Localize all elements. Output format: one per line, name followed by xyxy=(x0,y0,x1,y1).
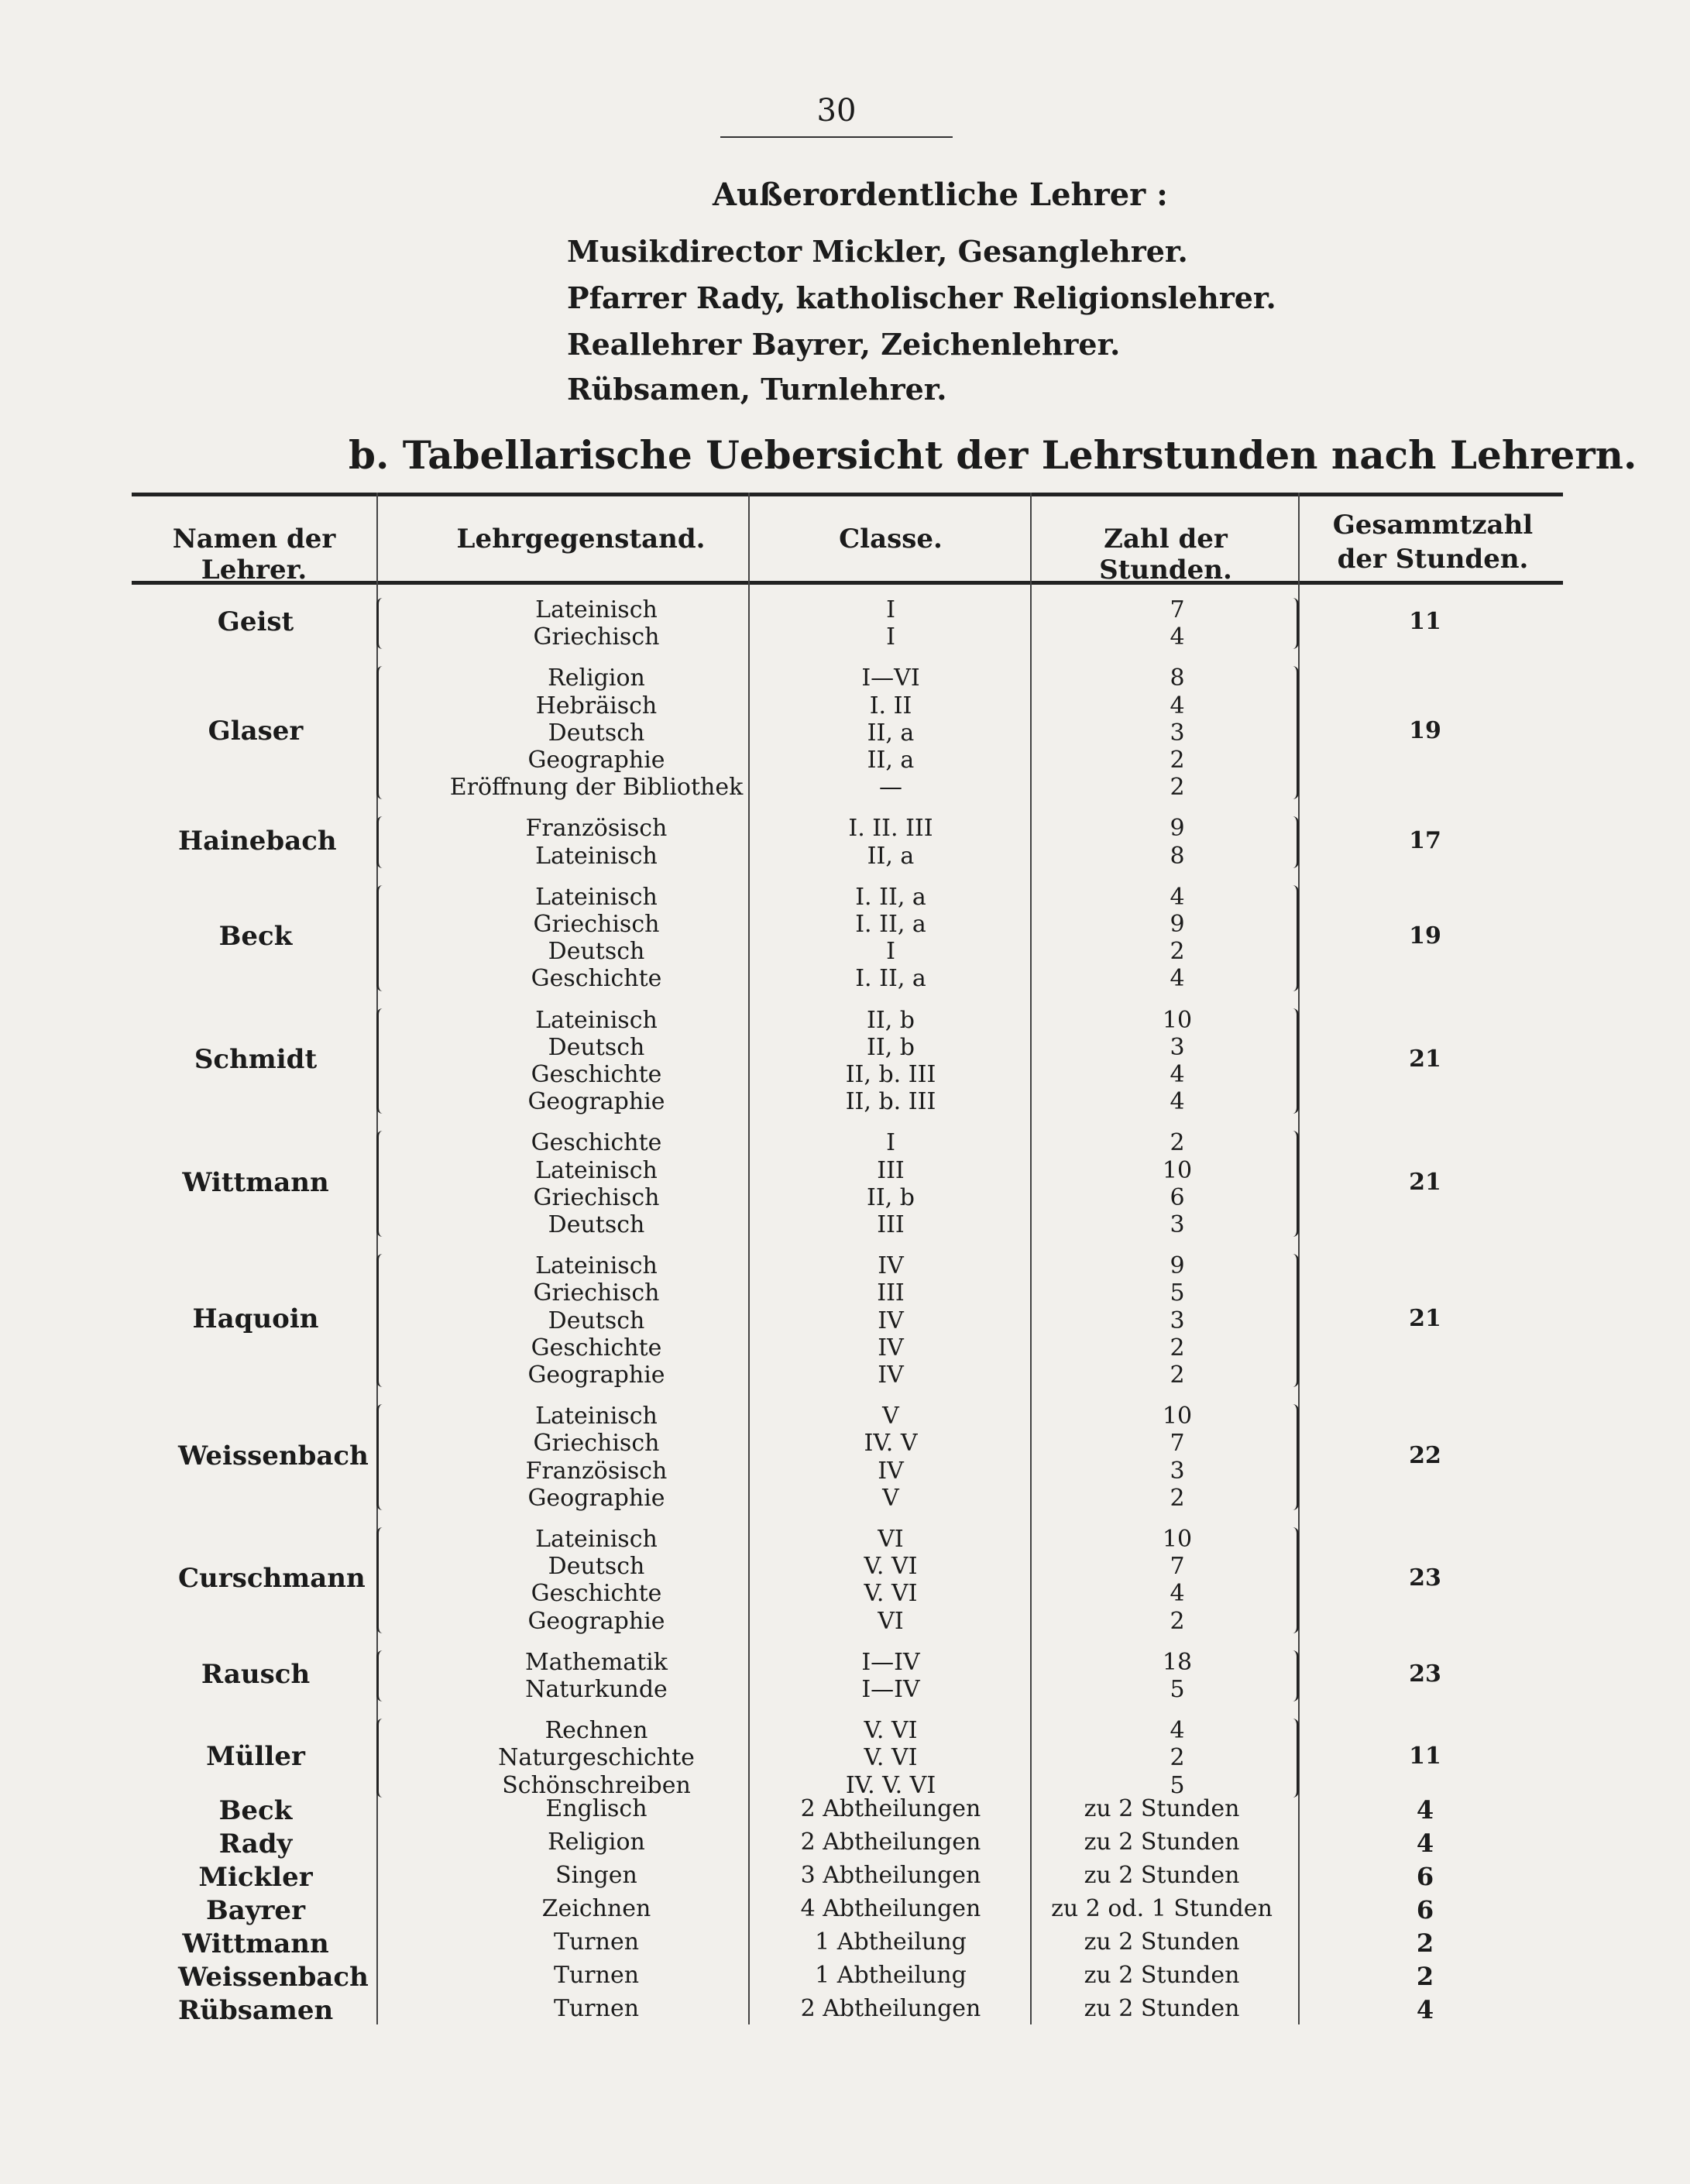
brace-right xyxy=(1286,1404,1299,1510)
hours-cell: 9 xyxy=(1170,911,1185,938)
brace-right xyxy=(1286,1650,1299,1702)
subject-cell: Naturkunde xyxy=(525,1676,668,1703)
extra-subject: Singen xyxy=(555,1862,637,1889)
extra-name: Mickler xyxy=(198,1862,313,1893)
external-teachers-title: Außerordentliche Lehrer : xyxy=(713,177,1168,213)
class-cell: V. VI xyxy=(864,1744,918,1772)
subject-cell: Lateinisch xyxy=(535,883,658,911)
extra-total: 4 xyxy=(1416,1995,1434,2024)
hours-cell: 10 xyxy=(1162,1403,1193,1430)
total-cell: 19 xyxy=(1409,717,1441,745)
hours-cell: 2 xyxy=(1170,938,1185,966)
class-cell: V xyxy=(882,1403,899,1430)
class-cell: V. VI xyxy=(864,1553,918,1581)
class-cell: II, a xyxy=(867,747,915,774)
extra-divisions: 4 Abtheilungen xyxy=(800,1895,981,1922)
class-cell: III xyxy=(877,1279,905,1307)
hours-cell: 9 xyxy=(1170,815,1185,843)
extra-name: Wittmann xyxy=(182,1928,329,1959)
class-cell: — xyxy=(879,774,902,802)
subject-cell: Griechisch xyxy=(533,1430,660,1458)
class-cell: I—VI xyxy=(861,664,920,692)
class-cell: IV xyxy=(878,1334,904,1362)
teacher-name: Geist xyxy=(217,606,294,638)
class-cell: II, b. III xyxy=(845,1061,936,1088)
extra-total: 2 xyxy=(1416,1962,1434,1991)
subject-cell: Schönschreiben xyxy=(502,1771,691,1799)
class-cell: I xyxy=(886,596,895,623)
extra-total: 6 xyxy=(1416,1862,1434,1891)
class-cell: VI xyxy=(878,1526,904,1553)
hours-cell: 4 xyxy=(1170,1717,1185,1745)
class-cell: I. II, a xyxy=(855,965,926,993)
hours-cell: 18 xyxy=(1162,1648,1193,1676)
header-class: Classe. xyxy=(839,524,943,555)
brace-right xyxy=(1286,885,1299,991)
hours-cell: 4 xyxy=(1170,623,1185,651)
class-cell: III xyxy=(877,1156,905,1184)
hours-cell: 2 xyxy=(1170,1484,1185,1512)
subject-cell: Geschichte xyxy=(531,965,662,993)
teacher-name: Curschmann xyxy=(178,1563,366,1595)
table-top-rule xyxy=(132,493,1563,496)
class-cell: IV xyxy=(878,1362,904,1389)
brace-left xyxy=(376,1719,390,1798)
subject-cell: Geschichte xyxy=(531,1061,662,1088)
class-cell: II, b xyxy=(867,1006,915,1034)
subject-cell: Lateinisch xyxy=(535,1403,658,1430)
extra-divisions: 1 Abtheilung xyxy=(815,1928,967,1956)
class-cell: I—IV xyxy=(861,1648,920,1676)
hours-cell: 4 xyxy=(1170,1061,1185,1088)
extra-hours: zu 2 od. 1 Stunden xyxy=(1051,1895,1273,1922)
subject-cell: Geographie xyxy=(527,1607,665,1635)
hours-cell: 7 xyxy=(1170,1430,1185,1458)
extra-hours: zu 2 Stunden xyxy=(1084,1829,1240,1856)
brace-left xyxy=(376,885,390,991)
subject-cell: Griechisch xyxy=(533,623,660,651)
total-cell: 19 xyxy=(1409,922,1441,950)
section-title: b. Tabellarische Uebersicht der Lehrstunden nach Lehrern. xyxy=(349,432,1637,478)
total-cell: 23 xyxy=(1409,1564,1441,1592)
extra-name: Beck xyxy=(218,1795,293,1826)
class-cell: II, a xyxy=(867,842,915,870)
extra-total: 6 xyxy=(1416,1895,1434,1925)
total-cell: 11 xyxy=(1409,1743,1441,1770)
column-divider xyxy=(1030,493,1032,2024)
subject-cell: Lateinisch xyxy=(535,1252,658,1280)
brace-left xyxy=(376,1254,390,1387)
subject-cell: Lateinisch xyxy=(535,1526,658,1553)
subject-cell: Geographie xyxy=(527,747,665,774)
extra-divisions: 2 Abtheilungen xyxy=(800,1795,981,1822)
hours-cell: 2 xyxy=(1170,747,1185,774)
hours-cell: 5 xyxy=(1170,1676,1185,1703)
class-cell: VI xyxy=(878,1607,904,1635)
teacher-name: Haquoin xyxy=(192,1303,319,1335)
hours-cell: 5 xyxy=(1170,1771,1185,1799)
extra-divisions: 1 Abtheilung xyxy=(815,1962,967,1989)
class-cell: I xyxy=(886,1129,895,1157)
hours-cell: 3 xyxy=(1170,719,1185,747)
class-cell: IV. V xyxy=(864,1430,918,1458)
class-cell: V. VI xyxy=(864,1717,918,1745)
extra-hours: zu 2 Stunden xyxy=(1084,1795,1240,1822)
external-line: Reallehrer Bayrer, Zeichenlehrer. xyxy=(567,327,1121,362)
subject-cell: Naturgeschichte xyxy=(498,1744,695,1772)
extra-name: Rübsamen xyxy=(178,1995,334,2026)
hours-cell: 10 xyxy=(1162,1156,1193,1184)
header-name: Namen der Lehrer. xyxy=(172,524,336,585)
extra-hours: zu 2 Stunden xyxy=(1084,1995,1240,2022)
class-cell: II, b xyxy=(867,1183,915,1211)
subject-cell: Geschichte xyxy=(531,1129,662,1157)
hours-cell: 3 xyxy=(1170,1033,1185,1061)
class-cell: I xyxy=(886,623,895,651)
subject-cell: Griechisch xyxy=(533,911,660,938)
subject-cell: Geschichte xyxy=(531,1580,662,1608)
subject-cell: Hebräisch xyxy=(535,692,658,719)
brace-right xyxy=(1286,816,1299,867)
class-cell: IV. V. VI xyxy=(845,1771,936,1799)
extra-subject: Turnen xyxy=(553,1928,640,1956)
subject-cell: Lateinisch xyxy=(535,1006,658,1034)
hours-cell: 2 xyxy=(1170,1334,1185,1362)
hours-cell: 3 xyxy=(1170,1457,1185,1485)
teacher-name: Glaser xyxy=(208,716,304,747)
total-cell: 21 xyxy=(1409,1168,1441,1196)
hours-cell: 2 xyxy=(1170,1129,1185,1157)
extra-name: Bayrer xyxy=(206,1895,305,1926)
hours-cell: 10 xyxy=(1162,1006,1193,1034)
extra-name: Weissenbach xyxy=(178,1962,369,1993)
subject-cell: Griechisch xyxy=(533,1183,660,1211)
teacher-name: Rausch xyxy=(201,1659,311,1690)
hours-cell: 4 xyxy=(1170,692,1185,719)
hours-cell: 4 xyxy=(1170,1088,1185,1116)
total-cell: 21 xyxy=(1409,1305,1441,1333)
subject-cell: Mathematik xyxy=(525,1648,668,1676)
teacher-name: Schmidt xyxy=(194,1044,318,1075)
class-cell: IV xyxy=(878,1307,904,1334)
extra-total: 4 xyxy=(1416,1829,1434,1858)
extra-hours: zu 2 Stunden xyxy=(1084,1928,1240,1956)
hours-cell: 7 xyxy=(1170,1553,1185,1581)
class-cell: III xyxy=(877,1211,905,1238)
column-divider xyxy=(748,493,750,2024)
brace-right xyxy=(1286,1131,1299,1237)
subject-cell: Französisch xyxy=(525,815,668,843)
hours-cell: 2 xyxy=(1170,1607,1185,1635)
subject-cell: Deutsch xyxy=(548,1033,645,1061)
class-cell: I. II. III xyxy=(848,815,933,843)
extra-total: 4 xyxy=(1416,1795,1434,1825)
total-cell: 21 xyxy=(1409,1046,1441,1073)
subject-cell: Lateinisch xyxy=(535,596,658,623)
hours-cell: 4 xyxy=(1170,965,1185,993)
external-line: Musikdirector Mickler, Gesanglehrer. xyxy=(567,234,1188,269)
class-cell: I. II xyxy=(869,692,912,719)
subject-cell: Geographie xyxy=(527,1362,665,1389)
subject-cell: Geographie xyxy=(527,1484,665,1512)
header-hours: Zahl der Stunden. xyxy=(1099,524,1232,585)
subject-cell: Religion xyxy=(548,664,645,692)
subject-cell: Geschichte xyxy=(531,1334,662,1362)
hours-cell: 6 xyxy=(1170,1183,1185,1211)
hours-cell: 9 xyxy=(1170,1252,1185,1280)
extra-divisions: 2 Abtheilungen xyxy=(800,1995,981,2022)
class-cell: I—IV xyxy=(861,1676,920,1703)
hours-cell: 4 xyxy=(1170,883,1185,911)
extra-subject: Zeichnen xyxy=(541,1895,651,1922)
subject-cell: Deutsch xyxy=(548,719,645,747)
extra-subject: Turnen xyxy=(553,1962,640,1989)
teacher-name: Müller xyxy=(206,1741,305,1772)
brace-right xyxy=(1286,1008,1299,1114)
header-rule xyxy=(720,136,953,138)
total-cell: 22 xyxy=(1409,1441,1441,1469)
subject-cell: Griechisch xyxy=(533,1279,660,1307)
brace-right xyxy=(1286,598,1299,649)
hours-cell: 3 xyxy=(1170,1211,1185,1238)
subject-cell: Geographie xyxy=(527,1088,665,1116)
hours-cell: 10 xyxy=(1162,1526,1193,1553)
brace-left xyxy=(376,1404,390,1510)
subject-cell: Deutsch xyxy=(548,938,645,966)
class-cell: II, a xyxy=(867,719,915,747)
class-cell: IV xyxy=(878,1252,904,1280)
teacher-name: Wittmann xyxy=(182,1166,329,1198)
hours-cell: 4 xyxy=(1170,1580,1185,1608)
teacher-name: Beck xyxy=(218,921,293,953)
class-cell: II, b. III xyxy=(845,1088,936,1116)
brace-right xyxy=(1286,1527,1299,1633)
extra-name: Rady xyxy=(218,1829,293,1859)
hours-cell: 8 xyxy=(1170,842,1185,870)
extra-subject: Religion xyxy=(548,1829,645,1856)
brace-left xyxy=(376,816,390,867)
subject-cell: Deutsch xyxy=(548,1307,645,1334)
extra-subject: Englisch xyxy=(545,1795,647,1822)
total-cell: 11 xyxy=(1409,608,1441,636)
brace-left xyxy=(376,1131,390,1237)
teacher-name: Weissenbach xyxy=(178,1440,369,1471)
extra-total: 2 xyxy=(1416,1928,1434,1958)
header-subject: Lehrgegenstand. xyxy=(456,524,706,555)
hours-cell: 2 xyxy=(1170,1362,1185,1389)
class-cell: I. II, a xyxy=(855,883,926,911)
brace-left xyxy=(376,666,390,799)
brace-left xyxy=(376,1527,390,1633)
brace-right xyxy=(1286,1254,1299,1387)
hours-cell: 3 xyxy=(1170,1307,1185,1334)
class-cell: II, b xyxy=(867,1033,915,1061)
brace-left xyxy=(376,598,390,649)
brace-left xyxy=(376,1650,390,1702)
subject-cell: Lateinisch xyxy=(535,842,658,870)
subject-cell: Rechnen xyxy=(544,1717,648,1745)
class-cell: V xyxy=(882,1484,899,1512)
subject-cell: Französisch xyxy=(525,1457,668,1485)
header-total: Gesammtzahl der Stunden. xyxy=(1332,510,1534,575)
total-cell: 23 xyxy=(1409,1660,1441,1688)
brace-right xyxy=(1286,666,1299,799)
subject-cell: Deutsch xyxy=(548,1553,645,1581)
teacher-name: Hainebach xyxy=(178,825,337,857)
external-line: Pfarrer Rady, katholischer Religionslehrer. xyxy=(567,280,1276,315)
extra-hours: zu 2 Stunden xyxy=(1084,1862,1240,1889)
brace-right xyxy=(1286,1719,1299,1798)
brace-left xyxy=(376,1008,390,1114)
subject-cell: Deutsch xyxy=(548,1211,645,1238)
subject-cell: Eröffnung der Bibliothek xyxy=(449,774,744,802)
class-cell: V. VI xyxy=(864,1580,918,1608)
extra-subject: Turnen xyxy=(553,1995,640,2022)
class-cell: I. II, a xyxy=(855,911,926,938)
external-line: Rübsamen, Turnlehrer. xyxy=(567,372,947,407)
hours-cell: 8 xyxy=(1170,664,1185,692)
hours-cell: 2 xyxy=(1170,1744,1185,1772)
hours-cell: 2 xyxy=(1170,774,1185,802)
class-cell: IV xyxy=(878,1457,904,1485)
class-cell: I xyxy=(886,938,895,966)
extra-divisions: 2 Abtheilungen xyxy=(800,1829,981,1856)
extra-hours: zu 2 Stunden xyxy=(1084,1962,1240,1989)
hours-cell: 7 xyxy=(1170,596,1185,623)
subject-cell: Lateinisch xyxy=(535,1156,658,1184)
hours-cell: 5 xyxy=(1170,1279,1185,1307)
total-cell: 17 xyxy=(1409,826,1441,854)
extra-divisions: 3 Abtheilungen xyxy=(800,1862,981,1889)
page-number: 30 xyxy=(816,93,857,129)
